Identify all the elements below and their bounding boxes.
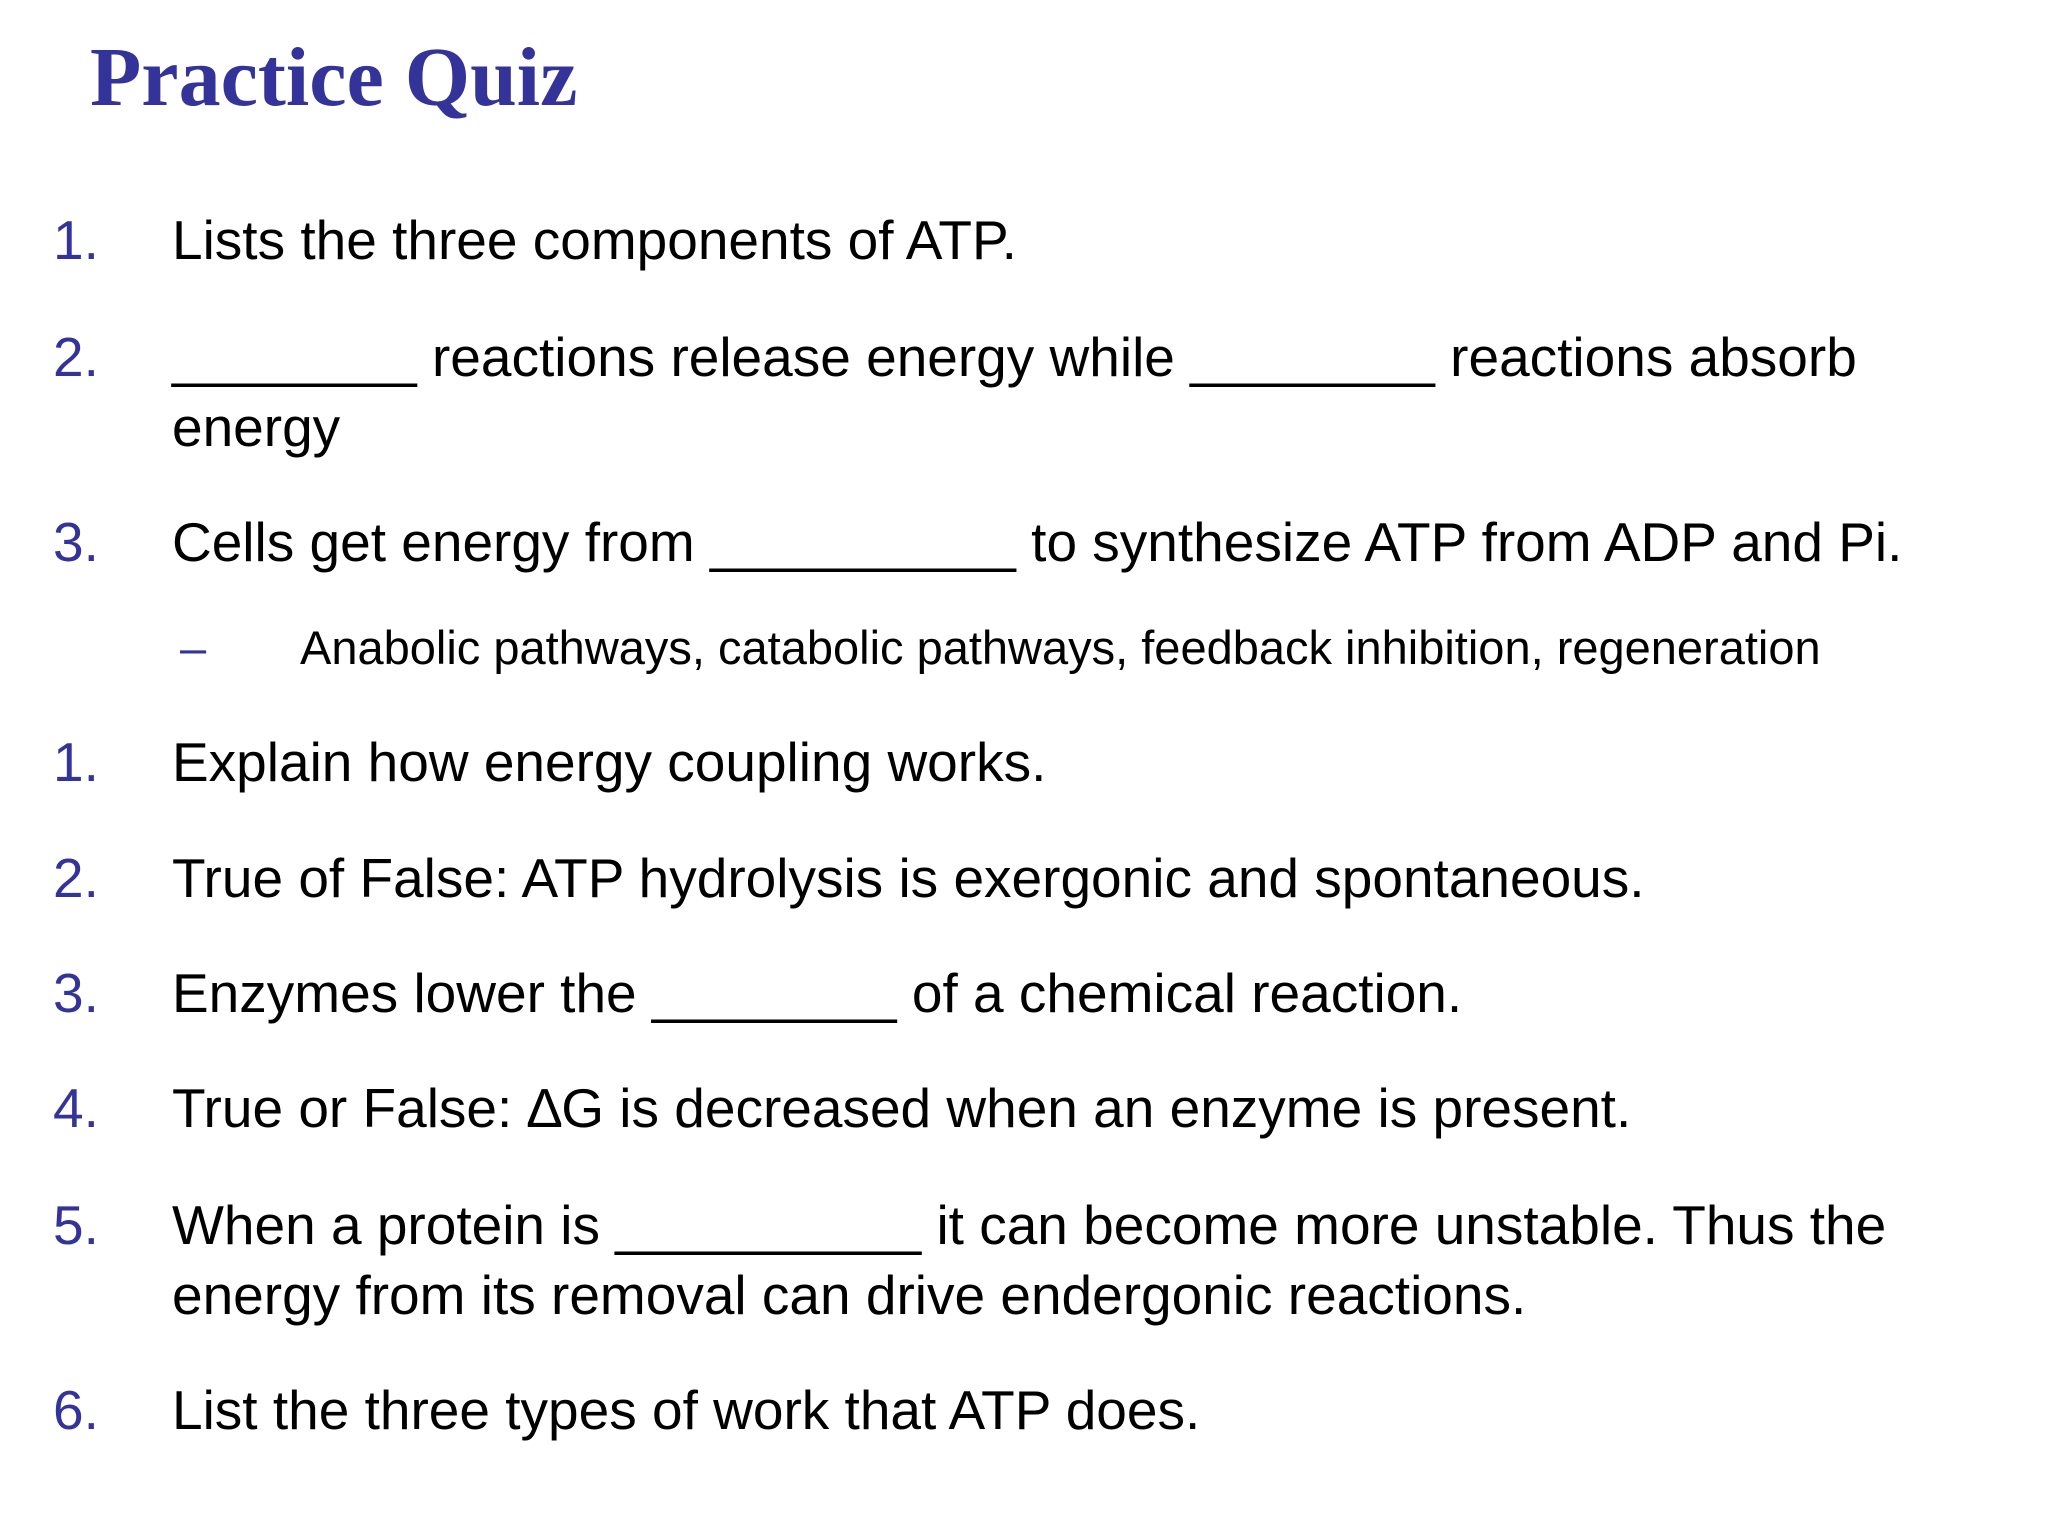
item-text: List the three types of work that ATP does. [172, 1379, 1201, 1441]
item-text: True or False: ∆G is decreased when an enzyme is present. [172, 1077, 1632, 1139]
item-number: 3. [53, 962, 99, 1024]
item-number: 5. [53, 1194, 99, 1256]
item-number: 3. [53, 511, 99, 573]
item-text: Lists the three components of ATP. [172, 209, 1017, 271]
item-text: ________ reactions release energy while ________ reactions absorb energy [172, 326, 1857, 458]
item-number: 1. [53, 731, 99, 793]
item-number: 2. [53, 847, 99, 909]
item-text: Cells get energy from __________ to synthesize ATP from ADP and Pi. [172, 511, 1903, 573]
slide-title: Practice Quiz [90, 31, 578, 124]
item-number: 6. [53, 1379, 99, 1441]
answer-options-text: Anabolic pathways, catabolic pathways, feedback inhibition, regeneration [300, 621, 1821, 674]
item-number: 4. [53, 1077, 99, 1139]
item-text: True of False: ATP hydrolysis is exergonic and spontaneous. [172, 847, 1645, 909]
dash-bullet: – [180, 621, 207, 674]
item-text: When a protein is __________ it can become more unstable. Thus the energy from its removal can drive endergonic reactions. [172, 1194, 1887, 1326]
item-number: 1. [53, 209, 99, 271]
item-text: Explain how energy coupling works. [172, 731, 1047, 793]
item-number: 2. [53, 326, 99, 388]
item-text: Enzymes lower the ________ of a chemical reaction. [172, 962, 1463, 1024]
